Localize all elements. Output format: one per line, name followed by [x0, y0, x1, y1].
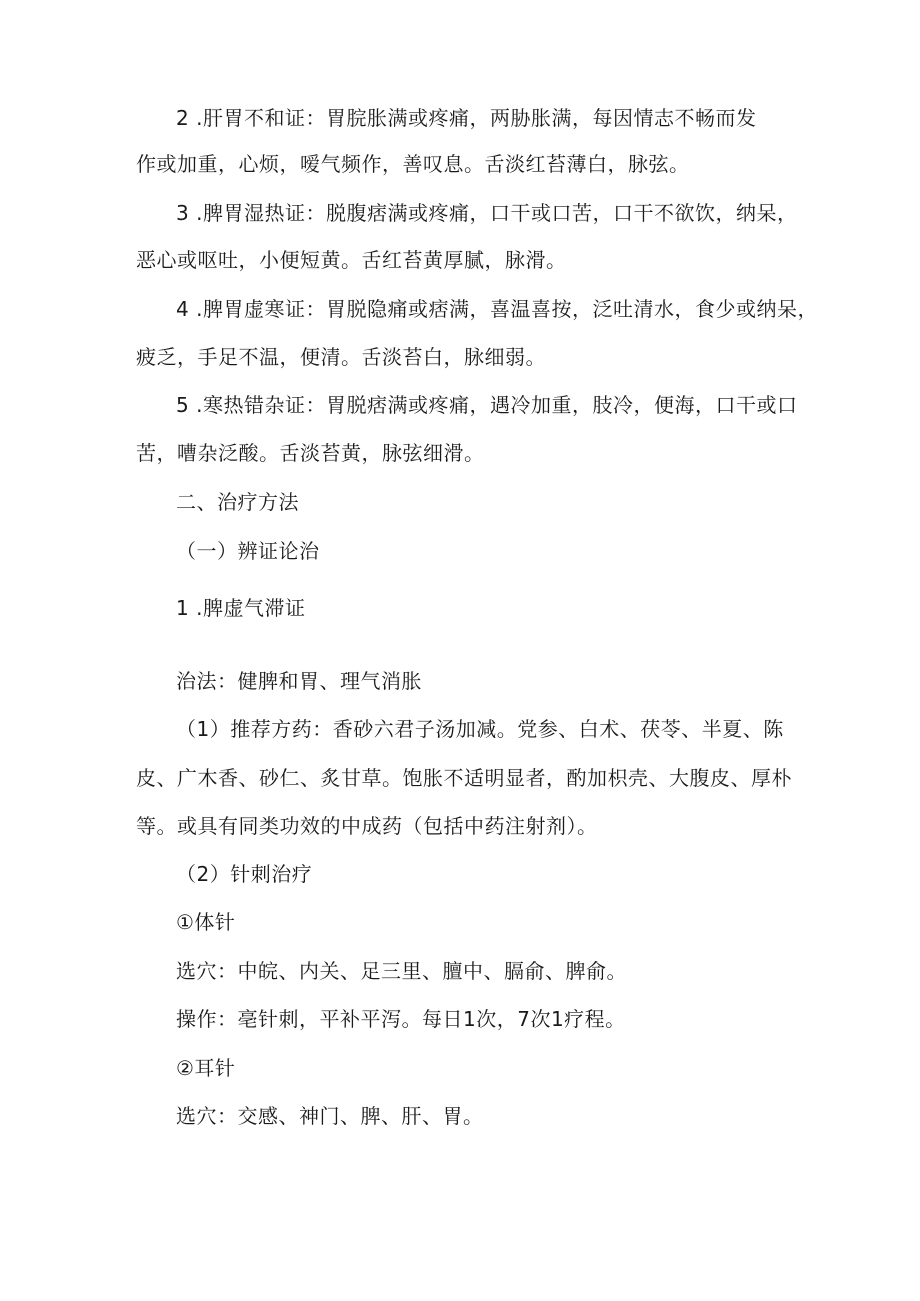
recommended-formula-line-3: 等。或具有同类功效的中成药（包括中药注射剂）。 [136, 814, 598, 838]
para-2-line-2: 作或加重，心烦，嗳气频作，善叹息。舌淡红苔薄白，脉弦。 [136, 152, 690, 176]
recommended-formula-line-2: 皮、广木香、砂仁、炙甘草。饱胀不适明显者，酌加枳壳、大腹皮、厚朴 [136, 766, 792, 790]
subsection-heading-syndrome: （一）辨证论治 [176, 539, 320, 563]
para-4-line-2: 疲乏，手足不温，便清。舌淡苔白，脉细弱。 [136, 345, 546, 369]
para-4-line-1: 4 .脾胃虚寒证：胃脱隐痛或痞满，喜温喜按，泛吐清水，食少或纳呆， [176, 297, 818, 321]
para-5-line-2: 苦，嘈杂泛酸。舌淡苔黄，脉弦细滑。 [136, 441, 485, 465]
recommended-formula-line-1: （1）推荐方药：香砂六君子汤加减。党参、白术、茯苓、半夏、陈 [176, 717, 784, 741]
body-acupoints: 选穴：中皖、内关、足三里、膻中、膈俞、脾俞。 [176, 959, 627, 983]
ear-acupoints: 选穴：交感、神门、脾、肝、胃。 [176, 1104, 484, 1128]
acupuncture-heading: （2）针刺治疗 [176, 862, 313, 886]
para-3-line-1: 3 .脾胃湿热证：脱腹痞满或疼痛，口干或口苦，口干不欲饮，纳呆， [176, 201, 798, 225]
para-3-line-2: 恶心或呕吐，小便短黄。舌红苔黄厚腻，脉滑。 [136, 248, 567, 272]
body-acupuncture-heading: ①体针 [176, 910, 236, 934]
item-heading-spleen-deficiency: 1 .脾虚气滞证 [176, 596, 306, 620]
ear-acupuncture-heading: ②耳针 [176, 1056, 236, 1080]
para-5-line-1: 5 .寒热错杂证：胃脱痞满或疼痛，遇冷加重，肢冷，便海，口干或口 [176, 393, 798, 417]
section-heading-treatment: 二、治疗方法 [176, 490, 299, 514]
para-2-line-1: 2 .肝胃不和证：胃脘胀满或疼痛，两胁胀满，每因情志不畅而发 [176, 106, 757, 130]
treatment-principle: 治法：健脾和胃、理气消胀 [176, 669, 422, 693]
body-operation: 操作：亳针刺，平补平泻。每日1次，7次1疗程。 [176, 1007, 626, 1031]
